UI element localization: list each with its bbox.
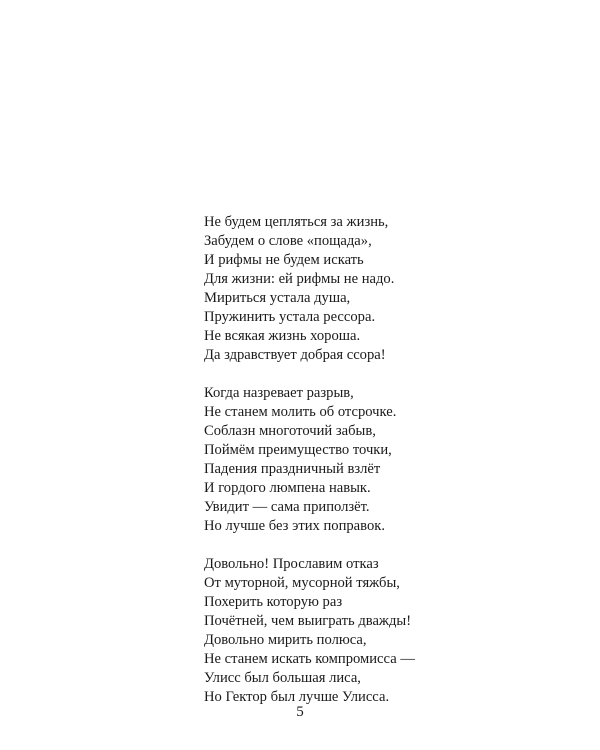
poem-line: Пружинить устала рессора.	[204, 309, 376, 325]
poem-line: Для жизни: ей рифмы не надо.	[204, 271, 395, 287]
poem-line: И гордого люмпена навык.	[204, 480, 371, 496]
page-number: 5	[296, 704, 304, 720]
poem-line: Не станем молить об отсрочке.	[204, 404, 397, 420]
poem-line: Мириться устала душа,	[204, 290, 351, 306]
poem-line: Но Гектор был лучше Улисса.	[204, 689, 390, 705]
poem-line: Не будем цепляться за жизнь,	[204, 214, 389, 230]
poem-line: Поймём преимущество точки,	[204, 442, 392, 458]
poem-line: Соблазн многоточий забыв,	[204, 423, 376, 439]
poem-line: Похерить которую раз	[204, 594, 343, 610]
poem-line: Увидит — сама приползёт.	[204, 499, 370, 515]
poem	[204, 213, 564, 707]
poem-line: Улисс был большая лиса,	[204, 670, 361, 686]
poem-line: Довольно! Прославим отказ	[204, 556, 379, 572]
stanza-2	[204, 384, 564, 536]
poem-line: Довольно мирить полюса,	[204, 632, 367, 648]
poem-line: Не всякая жизнь хороша.	[204, 328, 361, 344]
stanza-3	[204, 555, 564, 707]
poem-line: Но лучше без этих поправок.	[204, 518, 385, 534]
poem-line: Да здравствует добрая ссора!	[204, 347, 386, 363]
poem-line: От муторной, мусорной тяжбы,	[204, 575, 400, 591]
poem-line: Не станем искать компромисса —	[204, 651, 415, 667]
poem-line: Когда назревает разрыв,	[204, 385, 354, 401]
stanza-1	[204, 213, 564, 365]
poem-line: И рифмы не будем искать	[204, 252, 364, 268]
poem-line: Забудем о слове «пощада»,	[204, 233, 372, 249]
poem-line: Почётней, чем выиграть дважды!	[204, 613, 412, 629]
poem-line: Падения праздничный взлёт	[204, 461, 381, 477]
